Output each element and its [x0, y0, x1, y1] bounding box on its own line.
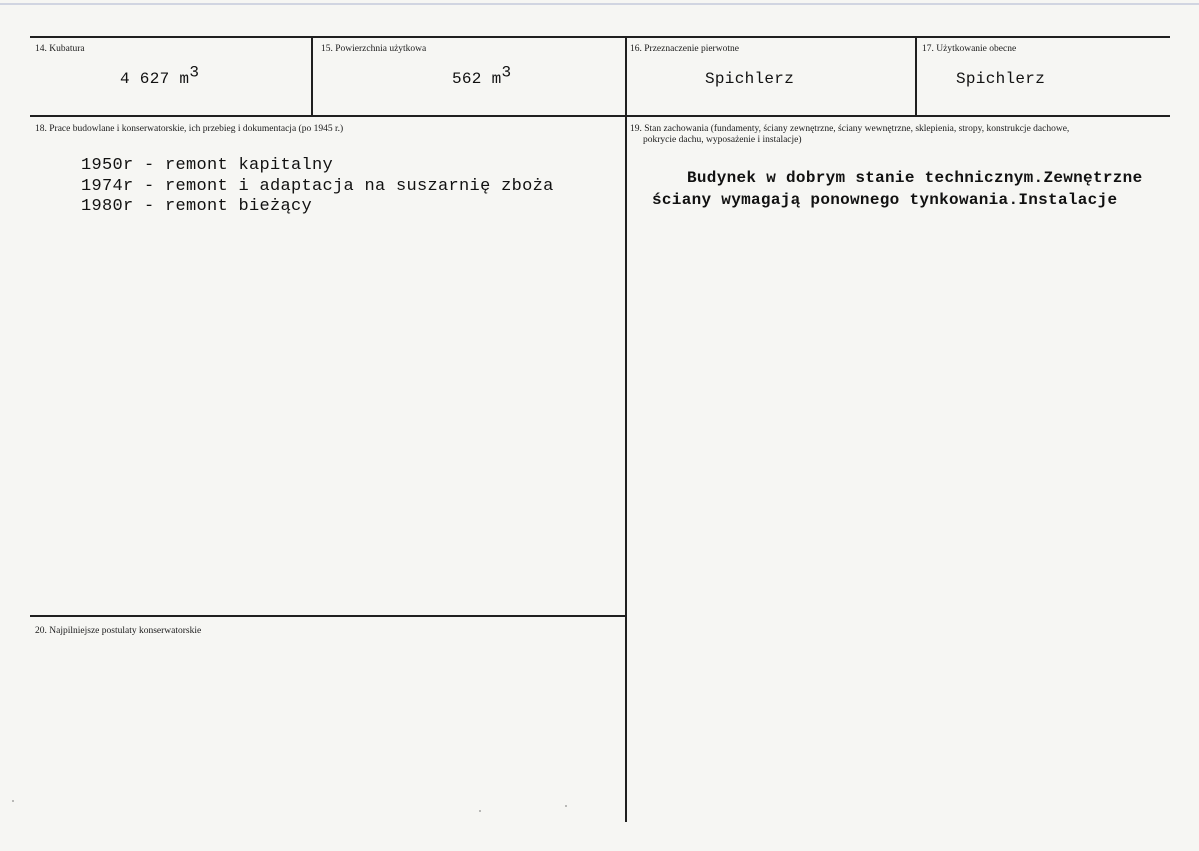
field-20-label: 20. Najpilniejsze postulaty konserwatorskie: [35, 626, 202, 636]
field-18-line-1: 1950r - remont kapitalny: [81, 156, 334, 175]
paper-speck: [12, 800, 14, 802]
field-18-line-2: 1974r - remont i adaptacja na suszarnię zboża: [81, 177, 554, 196]
top-rule: [30, 36, 1170, 38]
field-16-label: 16. Przeznaczenie pierwotne: [630, 44, 739, 54]
field-19-line-2: ściany wymagają ponownego tynkowania.Instalacje: [652, 191, 1118, 209]
paper-speck: [479, 810, 481, 812]
field-15-sup: 3: [501, 63, 512, 82]
field-17-label: 17. Użytkowanie obecne: [922, 44, 1017, 54]
field-16-value: Spichlerz: [705, 70, 795, 88]
row1-bottom-rule: [30, 115, 1170, 117]
field-18-line-3: 1980r - remont bieżący: [81, 197, 313, 216]
divider-main: [625, 36, 627, 822]
field-19-label-2: pokrycie dachu, wyposażenie i instalacje): [643, 135, 802, 145]
field-14-text: 4 627 m: [120, 70, 190, 88]
field-19-label-1: 19. Stan zachowania (fundamenty, ściany zewnętrzne, ściany wewnętrzne, sklepienia, stropy, konstrukcje dachowe,: [630, 124, 1070, 134]
field-15-value: [452, 63, 512, 88]
field-14-sup: 3: [189, 63, 200, 82]
field-14-value: [120, 63, 200, 88]
section20-top-rule: [30, 615, 627, 617]
divider-16-17: [915, 36, 917, 117]
field-14-label: 14. Kubatura: [35, 44, 85, 54]
paper-speck: [565, 805, 567, 807]
field-18-label: 18. Prace budowlane i konserwatorskie, ich przebieg i dokumentacja (po 1945 r.): [35, 124, 344, 134]
field-17-value: Spichlerz: [956, 70, 1046, 88]
top-edge-line: [0, 3, 1199, 5]
divider-14-15: [311, 36, 313, 117]
field-15-label: 15. Powierzchnia użytkowa: [321, 44, 427, 54]
field-15-text: 562 m: [452, 70, 502, 88]
field-19-line-1: Budynek w dobrym stanie technicznym.Zewnętrzne: [687, 169, 1143, 187]
